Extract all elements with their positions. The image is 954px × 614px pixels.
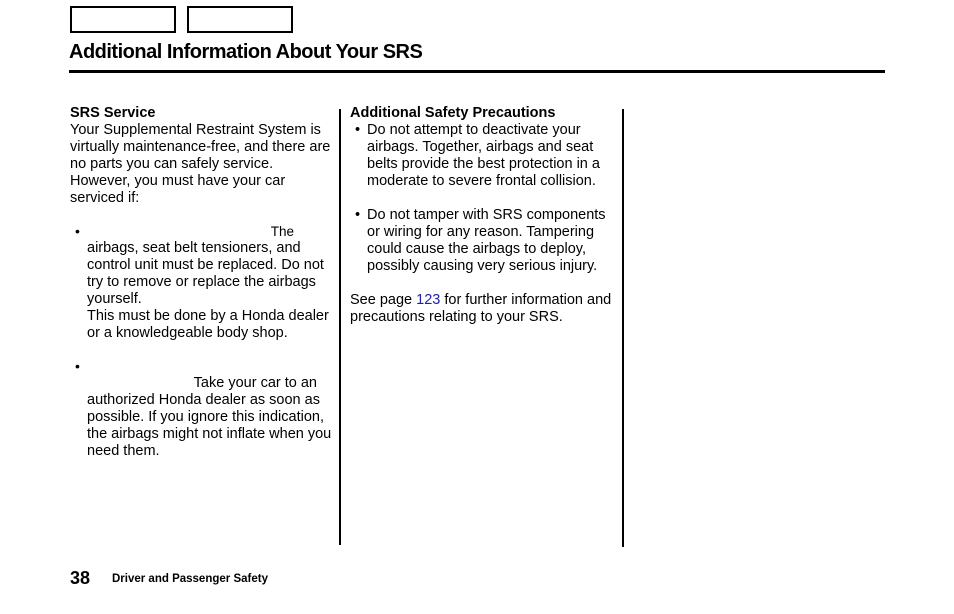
bullet-text: Do not tamper with SRS components or wiring for any reason. Tampering could cause the airbags to deploy, possibly causing very serious injury.: [367, 207, 606, 274]
section-heading: SRS Service: [70, 105, 156, 121]
bullet-icon: •: [75, 223, 80, 239]
title-rule: [69, 70, 885, 73]
bullet-icon: •: [355, 122, 361, 138]
bullet-lead-text: The: [270, 224, 294, 239]
safety-precautions-column: [350, 105, 618, 326]
bullet-spacer: [87, 358, 332, 375]
page-link[interactable]: 123: [416, 292, 441, 308]
srs-service-column: [70, 105, 332, 460]
column-divider: [622, 109, 624, 547]
list-item: [70, 358, 332, 460]
page-title: Additional Information About Your SRS: [69, 41, 423, 63]
page-number: 38: [70, 568, 91, 588]
bullet-icon: •: [355, 207, 361, 223]
column-divider: [339, 109, 341, 545]
bullet-icon: •: [75, 358, 80, 374]
intro-paragraph: Your Supplemental Restraint System is virtually maintenance-free, and there are no parts you can safely service. However, you must have your car serviced if:: [70, 122, 331, 206]
nav-button-previous[interactable]: [70, 6, 176, 33]
see-prefix: See page: [350, 292, 413, 308]
section-heading: Additional Safety Precautions: [350, 105, 556, 121]
list-item: [350, 207, 618, 275]
see-page-note: [350, 292, 618, 326]
bullet-lead-text: Take your car to an: [193, 375, 317, 391]
list-item: [350, 122, 618, 190]
bullet-text: Do not attempt to deactivate your airbags. Together, airbags and seat belts provide the best protection in a moderate to severe frontal collision.: [367, 122, 600, 189]
list-item: [70, 223, 332, 342]
bullet-body-text: airbags, seat belt tensioners, and control unit must be replaced. Do not try to remove or replace the airbags yourself.: [87, 240, 324, 307]
bullet-extra-text: This must be done by a Honda dealer or a knowledgeable body shop.: [87, 308, 329, 341]
see-suffix: for further information and precautions relating to your SRS.: [350, 292, 612, 325]
section-name: Driver and Passenger Safety: [112, 573, 268, 585]
nav-button-next[interactable]: [187, 6, 293, 33]
bullet-body-text: authorized Honda dealer as soon as possible. If you ignore this indication, the airbags might not inflate when you need them.: [87, 392, 332, 459]
